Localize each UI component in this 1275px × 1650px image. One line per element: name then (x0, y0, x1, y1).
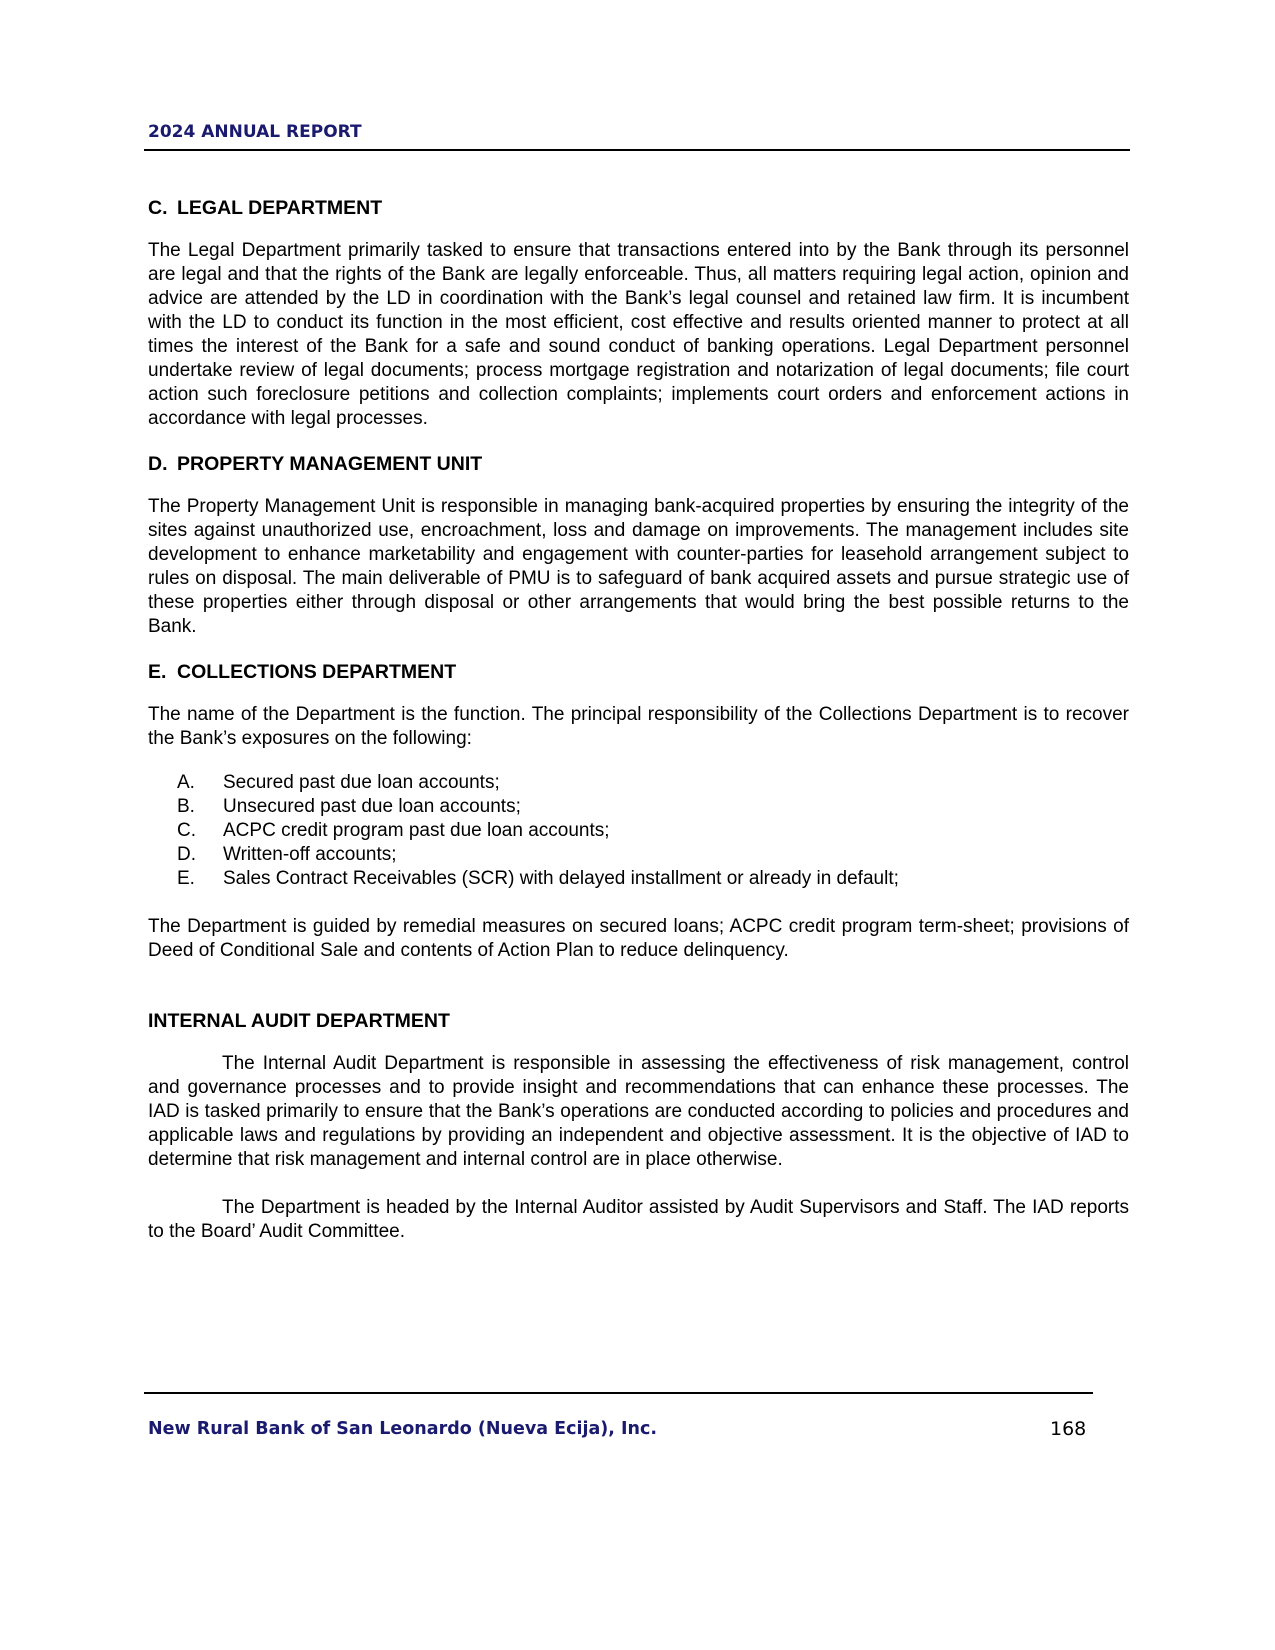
legal-section-letter: C. (148, 197, 168, 219)
legal-section-body: The Legal Department primarily tasked to ensure that transactions entered into by the Bank through its personnel are legal and that the rights of the Bank are legally enforceable. Thus, all matters requiring legal action, opinion and advice are attended by the LD in coordination with the Bank’s legal counsel and retained law firm. It is incumbent with the LD to conduct its function in the most efficient, cost effective and results oriented manner to protect at all times the interest of the Bank for a safe and sound conduct of banking operations. Legal Department personnel undertake review of legal documents; process mortgage registration and notarization of legal documents; file court action such foreclosure petitions and collection complaints; implements court orders and enforcement actions in accordance with legal processes. (148, 240, 1129, 429)
collections-closing: The Department is guided by remedial measures on secured loans; ACPC credit program term-sheet; provisions of Deed of Conditional Sale and contents of Action Plan to reduce delinquency. (148, 916, 1129, 961)
list-item-text: Secured past due loan accounts; (223, 772, 500, 793)
list-item (177, 819, 1129, 843)
list-item-marker: A. (177, 772, 195, 793)
list-item-text: ACPC credit program past due loan accounts; (223, 820, 610, 841)
list-item (177, 795, 1129, 819)
list-item-marker: E. (177, 868, 195, 889)
footer-page-number: 168 (1050, 1418, 1087, 1440)
list-item-marker: B. (177, 796, 195, 817)
list-item (177, 843, 1129, 867)
audit-section-heading: INTERNAL AUDIT DEPARTMENT (148, 1010, 450, 1032)
list-item (177, 771, 1129, 795)
list-item-text: Written-off accounts; (223, 844, 397, 865)
audit-section-para-2: The Department is headed by the Internal Auditor assisted by Audit Supervisors and Staff. The IAD reports to the Board’ Audit Committee. (148, 1197, 1129, 1242)
footer-bank-name: New Rural Bank of San Leonardo (Nueva Ecija), Inc. (148, 1419, 657, 1439)
collections-intro: The name of the Department is the function. The principal responsibility of the Collections Department is to recover the Bank’s exposures on the following: (148, 704, 1129, 749)
pmu-section-heading (148, 452, 1129, 476)
collections-section-letter: E. (148, 661, 167, 683)
collections-section-title: COLLECTIONS DEPARTMENT (177, 661, 457, 683)
list-item-marker: C. (177, 820, 196, 841)
page-content (148, 196, 1129, 1268)
audit-section-para-1: The Internal Audit Department is responsible in assessing the effectiveness of risk management, control and governance processes and to provide insight and recommendations that can enhance these processes. The IAD is tasked primarily to ensure that the Bank’s operations are conducted according to policies and procedures and applicable laws and regulations by providing an independent and objective assessment. It is the objective of IAD to determine that risk management and internal control are in place otherwise. (148, 1053, 1129, 1170)
list-item (177, 867, 1129, 891)
list-item-marker: D. (177, 844, 196, 865)
pmu-section-body: The Property Management Unit is responsible in managing bank-acquired properties by ensuring the integrity of the sites against unauthorized use, encroachment, loss and damage on improvements. The management includes site development to enhance marketability and engagement with counter-parties for leasehold arrangement subject to rules on disposal. The main deliverable of PMU is to safeguard of bank acquired assets and pursue strategic use of these properties either through disposal or other arrangements that would bring the best possible returns to the Bank. (148, 496, 1129, 637)
pmu-section-title: PROPERTY MANAGEMENT UNIT (177, 453, 483, 475)
list-item-text: Sales Contract Receivables (SCR) with delayed installment or already in default; (223, 868, 899, 889)
collections-section-heading (148, 660, 1129, 684)
pmu-section-letter: D. (148, 453, 168, 475)
footer-divider (144, 1392, 1093, 1394)
collections-exposure-list (177, 771, 1129, 891)
legal-section-heading (148, 196, 1129, 220)
header-divider (144, 149, 1130, 151)
report-header-title: 2024 ANNUAL REPORT (148, 122, 362, 142)
legal-section-title: LEGAL DEPARTMENT (177, 197, 383, 219)
list-item-text: Unsecured past due loan accounts; (223, 796, 521, 817)
